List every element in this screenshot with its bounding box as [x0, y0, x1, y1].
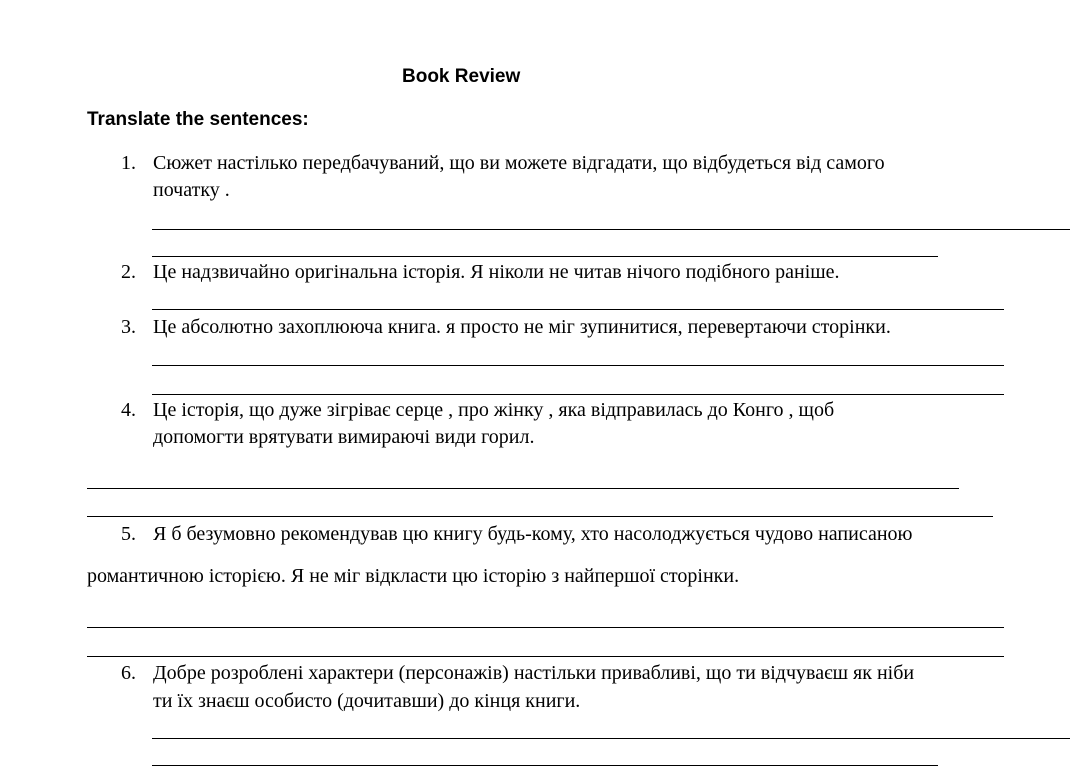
answer-line[interactable] [152, 229, 1070, 230]
item-number: 4. [121, 399, 136, 421]
answer-line[interactable] [152, 309, 1004, 310]
answer-line[interactable] [152, 394, 1004, 395]
item-number: 5. [121, 523, 136, 545]
sentence-text: Це абсолютно захоплююча книга. я просто не міг зупинитися, перевертаючи сторінки. [153, 316, 891, 338]
answer-line[interactable] [152, 738, 1070, 739]
answer-line[interactable] [87, 516, 993, 517]
sentence-text: Я б безумовно рекомендував цю книгу будь-кому, хто насолоджується чудово написаною [153, 523, 913, 545]
item-number: 6. [121, 662, 136, 684]
answer-line[interactable] [152, 256, 938, 257]
answer-line[interactable] [152, 365, 1004, 366]
answer-line[interactable] [87, 656, 1004, 657]
sentence-text: ти їх знаєш особисто (дочитавши) до кінця книги. [153, 690, 581, 712]
item-number: 1. [121, 152, 136, 174]
answer-line[interactable] [152, 765, 938, 766]
answer-line[interactable] [87, 488, 959, 489]
page-title: Book Review [402, 66, 521, 87]
instruction-heading: Translate the sentences: [87, 109, 309, 130]
answer-line[interactable] [87, 627, 1004, 628]
item-number: 2. [121, 261, 136, 283]
sentence-text: Це історія, що дуже зігріває серце , про жінку , яка відправилась до Конго , щоб [153, 399, 835, 421]
sentence-text: початку . [153, 179, 230, 201]
sentence-text: Це надзвичайно оригінальна історія. Я ніколи не читав нічого подібного раніше. [153, 261, 840, 283]
sentence-text: романтичною історією. Я не міг відкласти цю історію з найпершої сторінки. [87, 565, 740, 587]
sentence-text: Добре розроблені характери (персонажів) настільки привабливі, що ти відчуваєш як ніби [153, 662, 915, 684]
item-number: 3. [121, 316, 136, 338]
sentence-text: Сюжет настілько передбачуваний, що ви можете відгадати, що відбудеться від самого [153, 152, 885, 174]
sentence-text: допомогти врятувати вимираючі види горил. [153, 426, 535, 448]
